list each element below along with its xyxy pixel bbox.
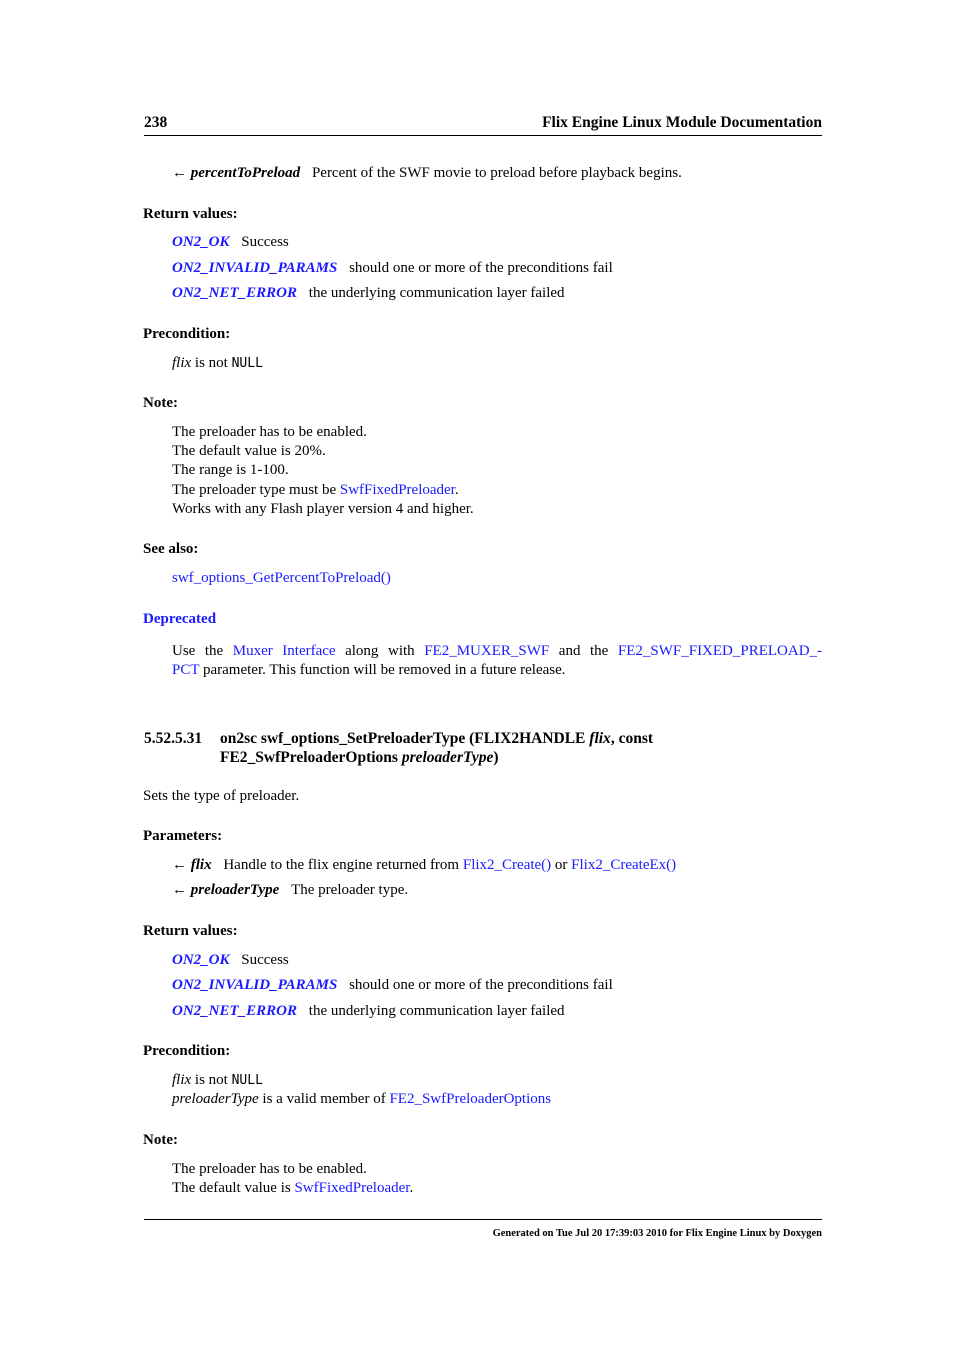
precondition-heading: Precondition: [143, 326, 231, 342]
precondition-var: preloaderType [172, 1091, 259, 1107]
deprecated-word: along [345, 643, 379, 659]
return-values-heading: Return values: [143, 206, 238, 222]
return-description: Success [241, 952, 289, 968]
return-code-link[interactable]: ON2_INVALID_PARAMS [172, 260, 338, 276]
note-period: . [454, 482, 459, 498]
return-value-row [172, 976, 613, 995]
param-direction-arrow: ← [172, 857, 187, 873]
note-line-default [172, 1179, 413, 1198]
param-row-percent-to-preload [172, 164, 682, 183]
param-name: preloaderType [190, 882, 280, 898]
section-number: 5.52.5.31 [144, 730, 203, 747]
see-also-link[interactable]: swf_options_GetPercentToPreload() [172, 570, 391, 586]
signature-text: , const [610, 730, 654, 747]
return-value-row [172, 951, 289, 970]
note-line: The range is 1-100. [172, 462, 289, 478]
deprecated-tail: parameter. This function will be removed in a future release. [199, 662, 566, 678]
precondition-var: flix [172, 355, 192, 371]
note-line-preloader-type [172, 481, 459, 500]
return-description: the underlying communication layer failed [308, 1003, 565, 1019]
param-name: percentToPreload [190, 165, 301, 181]
param-direction-arrow: ← [172, 882, 187, 898]
note-period: . [409, 1180, 414, 1196]
return-code-link[interactable]: ON2_OK [172, 234, 230, 250]
return-value-row [172, 1002, 565, 1021]
section-title [220, 729, 653, 767]
return-description: should one or more of the preconditions fail [349, 260, 613, 276]
note-line: The default value is 20%. [172, 443, 326, 459]
param-row-preloader-type [172, 881, 408, 900]
param-name: flix [190, 857, 212, 873]
note-text: The default value is [172, 1180, 295, 1196]
section-summary: Sets the type of preloader. [143, 788, 300, 804]
deprecated-word: with [387, 643, 415, 659]
note-heading: Note: [143, 1132, 178, 1148]
fe2-swf-fixed-preload-pct-link[interactable]: FE2_SWF_FIXED_PRELOAD_- [617, 643, 823, 659]
return-description: the underlying communication layer failed [308, 285, 565, 301]
muxer-interface-link[interactable]: Muxer Interface [232, 643, 336, 659]
document-title: Flix Engine Linux Module Documentation [542, 114, 822, 131]
swf-fixed-preloader-link[interactable]: SwfFixedPreloader [339, 482, 455, 498]
return-description: Success [241, 234, 289, 250]
see-also-heading: See also: [143, 541, 199, 557]
precondition-text [172, 354, 263, 373]
precondition-connector: is a valid member of [258, 1091, 390, 1107]
section-title-line-1 [220, 729, 653, 748]
return-code-link[interactable]: ON2_OK [172, 952, 230, 968]
fe2-swf-preloader-options-link[interactable]: FE2_SwfPreloaderOptions [389, 1091, 552, 1107]
param-description: Percent of the SWF movie to preload before playback begins. [311, 165, 682, 181]
swf-fixed-preloader-link[interactable]: SwfFixedPreloader [294, 1180, 410, 1196]
deprecated-word: the [204, 643, 224, 659]
precondition-connector: is not [191, 1072, 232, 1088]
page-footer: Generated on Tue Jul 20 17:39:03 2010 for Flix Engine Linux by Doxygen [492, 1228, 822, 1239]
page-number: 238 [144, 114, 168, 131]
fe2-muxer-swf-link[interactable]: FE2_MUXER_SWF [424, 643, 550, 659]
signature-text: on2sc swf_options_SetPreloaderType (FLIX2HANDLE [220, 730, 590, 747]
signature-text: FE2_SwfPreloaderOptions [220, 749, 402, 766]
return-code-link[interactable]: ON2_INVALID_PARAMS [172, 977, 338, 993]
deprecated-heading-link[interactable]: Deprecated [143, 611, 217, 627]
param-description: The preloader type. [291, 882, 409, 898]
fe2-swf-fixed-preload-pct-link-cont[interactable]: PCT [172, 662, 200, 678]
note-line: The preloader has to be enabled. [172, 1161, 367, 1177]
return-values-heading: Return values: [143, 923, 238, 939]
deprecated-word: the [590, 643, 609, 659]
precondition-heading: Precondition: [143, 1043, 231, 1059]
null-code: NULL [231, 356, 263, 371]
note-heading: Note: [143, 395, 178, 411]
section-title-line-2 [220, 748, 653, 767]
return-code-link[interactable]: ON2_NET_ERROR [172, 285, 298, 301]
note-line: Works with any Flash player version 4 and higher. [172, 501, 474, 517]
precondition-line [172, 1090, 551, 1109]
deprecated-word: and [558, 643, 581, 659]
param-connector: or [551, 857, 572, 873]
null-code: NULL [231, 1073, 263, 1088]
note-line: The preloader has to be enabled. [172, 424, 367, 440]
parameters-heading: Parameters: [143, 828, 223, 844]
return-value-row [172, 233, 289, 252]
signature-text: ) [493, 749, 499, 766]
precondition-connector: is not [191, 355, 232, 371]
param-description: Handle to the flix engine returned from [223, 857, 463, 873]
return-value-row [172, 284, 565, 303]
note-text: The preloader type must be [172, 482, 340, 498]
signature-var: preloaderType [401, 749, 494, 766]
flix2-create-link[interactable]: Flix2_Create() [462, 857, 552, 873]
param-direction-arrow: ← [172, 165, 187, 181]
return-value-row [172, 259, 613, 278]
precondition-line [172, 1071, 263, 1090]
flix2-createex-link[interactable]: Flix2_CreateEx() [571, 857, 677, 873]
param-row-flix [172, 856, 676, 875]
deprecated-line-2 [172, 661, 566, 680]
deprecated-line-1 [172, 642, 822, 661]
return-description: should one or more of the preconditions fail [349, 977, 613, 993]
footer-rule [144, 1219, 822, 1220]
precondition-var: flix [172, 1072, 192, 1088]
page-header [144, 113, 822, 136]
return-code-link[interactable]: ON2_NET_ERROR [172, 1003, 298, 1019]
signature-var: flix [589, 730, 611, 747]
deprecated-word: Use [172, 643, 196, 659]
